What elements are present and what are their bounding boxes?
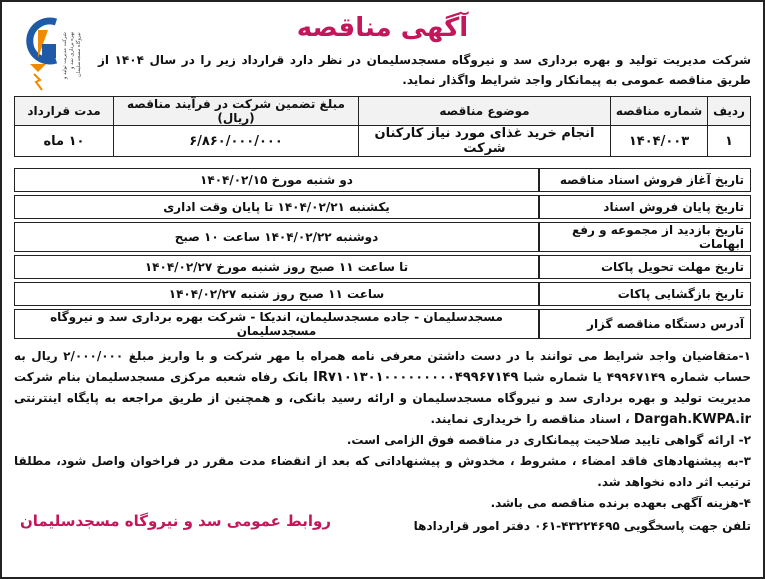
tender-table-header [15, 97, 751, 126]
notes [14, 346, 751, 514]
cell-guarantee: ۶/۸۶۰/۰۰۰/۰۰۰ [114, 126, 359, 157]
cell-duration: ۱۰ ماه [15, 126, 114, 157]
schedule-row [14, 222, 751, 252]
tender-table [14, 96, 751, 157]
note-4: ۴-هزینه آگهی بعهده برنده مناقصه می باشد. [490, 496, 751, 510]
schedule-value: مسجدسلیمان - جاده مسجدسلیمان، اندیکا - شرکت بهره برداری سد و نیروگاه مسجدسلیمان [14, 309, 539, 339]
note-1-part-b: بانک رفاه شعبه مرکزی مسجدسلیمان بنام شرکت مدیریت تولید و بهره برداری سد و نیروگاه مسجدسلیمان و ارائه رسید بانکی، و همچنین از طریق مراجعه به پایگاه اینترنتی [14, 370, 751, 405]
header-number: شماره مناقصه [611, 97, 708, 126]
footer [14, 514, 751, 540]
notice-title: آگهی مناقصه [296, 13, 469, 43]
website-link[interactable]: Dargah.KWPA.ir [633, 412, 751, 427]
cell-subject: انجام خرید غذای مورد نیاز کارکنان شرکت [359, 126, 611, 157]
schedule-row [14, 282, 751, 306]
public-relations-signature: روابط عمومی سد و نیروگاه مسجدسلیمان [20, 512, 331, 530]
schedule-label: تاریخ پایان فروش اسناد [539, 195, 751, 219]
schedule-row [14, 309, 751, 339]
schedule-value: ساعت ۱۱ صبح روز شنبه ۱۴۰۴/۰۲/۲۷ [14, 282, 539, 306]
schedule-value: تا ساعت ۱۱ صبح روز شنبه مورخ ۱۴۰۴/۰۲/۲۷ [14, 255, 539, 279]
schedule-value: دوشنبه ۱۴۰۴/۰۲/۲۲ ساعت ۱۰ صبح [14, 222, 539, 252]
schedule-label: تاریخ آغاز فروش اسناد مناقصه [539, 168, 751, 192]
schedule-value: دو شنبه مورخ ۱۴۰۴/۰۲/۱۵ [14, 168, 539, 192]
intro-paragraph: شرکت مدیریت تولید و بهره برداری سد و نیروگاه مسجدسلیمان در نظر دارد قرارداد زیر را در سال ۱۴۰۴ از طریق مناقصه عمومی به پیمانکار واجد شرایط واگذار نماید. [98, 53, 752, 87]
schedule-row [14, 168, 751, 192]
schedule-value: یکشنبه ۱۴۰۴/۰۲/۲۱ تا پایان وقت اداری [14, 195, 539, 219]
note-2: ۲- ارائه گواهی تایید صلاحیت پیمانکاری در مناقصه فوق الزامی است. [346, 433, 751, 447]
cell-number: ۱۴۰۴/۰۰۳ [611, 126, 708, 157]
note-1-part-a: ۱-متقاضیان واجد شرایط می توانند با در دست داشتن معرفی نامه همراه با مهر شرکت و با واریز مبلغ ۲/۰۰۰/۰۰۰ ریال به حساب شماره ۴۹۹۶۷۱۴۹ یا شماره شبا [14, 349, 751, 384]
header-subject: موضوع مناقصه [359, 97, 611, 126]
schedule-table [14, 165, 751, 342]
schedule-label: آدرس دستگاه مناقصه گزار [539, 309, 751, 339]
header-row: ردیف [708, 97, 751, 126]
schedule-label: تاریخ بازگشایی پاکات [539, 282, 751, 306]
schedule-label: تاریخ مهلت تحویل پاکات [539, 255, 751, 279]
dam-logo-icon [16, 16, 62, 94]
table-row [15, 126, 751, 157]
schedule-label: تاریخ بازدید از مجموعه و رفع ابهامات [539, 222, 751, 252]
contact-phone: تلفن جهت پاسخگویی ۴۳۲۲۴۶۹۵-۰۶۱ دفتر امور قراردادها [413, 519, 751, 533]
schedule-row [14, 255, 751, 279]
cell-row: ۱ [708, 126, 751, 157]
logo-caption: شرکت مدیریت تولید و بهره برداری سد و نیروگاه مسجدسلیمان [62, 32, 82, 79]
note-1-part-c: ، اسناد مناقصه را خریداری نمایند. [430, 412, 630, 426]
note-1 [14, 346, 751, 430]
schedule-row [14, 195, 751, 219]
note-3: ۳-به پیشنهادهای فاقد امضاء ، مشروط ، مخدوش و پیشنهاداتی که بعد از انقضاء مدت مقرر در فراخوان واصل شود، مطلقا ترتیب اثر داده نخواهد شد. [14, 454, 751, 489]
header-duration: مدت قرارداد [15, 97, 114, 126]
header-guarantee: مبلغ تضمین شرکت در فرآیند مناقصه (ریال) [114, 97, 359, 126]
iban-number: IR۷۱۰۱۳۰۱۰۰۰۰۰۰۰۰۰۴۹۹۶۷۱۴۹ [313, 370, 519, 385]
